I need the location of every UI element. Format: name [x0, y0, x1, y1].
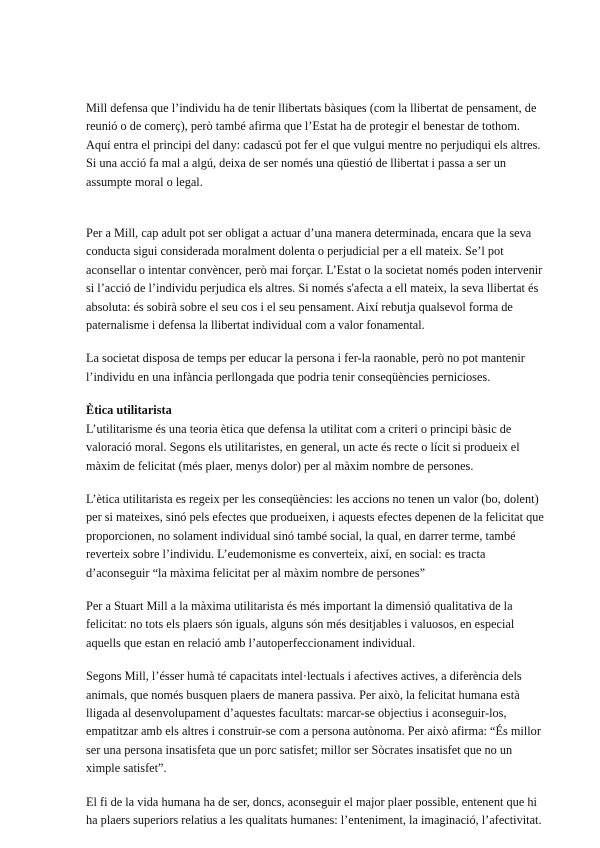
paragraph-human-capacities: Segons Mill, l’ésser humà té capacitats intel·lectuals i afectives actives, a diferència dels animals, que només busquen plaers de manera passiva. Per això, la felicitat humana està lligada al desenvolupament d’aquestes facultats: marcar-se objectius i aconseguir-los, empatitzar amb els altres i construir-se com a persona autònoma. Per això afirma: “És millor ser una persona insatisfeta que un porc satisfet; millor ser Sòcrates insatisfet que no un ximple satisfet”. [86, 669, 541, 776]
paragraph-individual-sovereignty: Per a Mill, cap adult pot ser obligat a actuar d’una manera determinada, encara que la seva conducta sigui considerada moralment dolenta o perjudicial per a ell mateix. Se’l pot aconsellar o intentar convèncer, però mai forçar. L’Estat o la societat només poden intervenir si l’acció de l’individu perjudica els altres. Si només s'afecta a ell mateix, la seva llibertat és absoluta: és sobirà sobre el seu cos i el seu pensament. Així rebutja qualsevol forma de paternalisme i defensa la llibertat individual com a valor fonamental. [86, 226, 543, 333]
paragraph-utilitarianism-definition: L’utilitarisme és una teoria ètica que defensa la utilitat com a criteri o principi bàsic de valoració moral. Segons els utilitaristes, en general, un acte és recte o lícit si produeix el màxim de felicitat (més plaer, menys dolor) per al màxim nombre de persones. [86, 421, 520, 473]
paragraph-harm-principle: Mill defensa que l’individu ha de tenir llibertats bàsiques (com la llibertat de pensament, de reunió o de comerç), però també afirma que l’Estat ha de protegir el benestar de tothom. Aquí entra el principi del dany: cadascú pot fer el que vulgui mentre no perjudiqui els altres. Si una acció fa mal a algú, deixa de ser només una qüestió de llibertat i passa a ser un assumpte moral o legal. [86, 101, 541, 189]
paragraph-qualitative-dimension: Per a Stuart Mill a la màxima utilitarista és més important la dimensió qualitativa de la felicitat: no tots els plaers són iguals, alguns són més desitjables i valuosos, en especial aquells que estan en relació amb l’autoperfeccionament individual. [86, 598, 515, 650]
paragraph-society-education: La societat disposa de temps per educar la persona i fer-la raonable, però no pot mantenir l’individu en una infància perllongada que podria tenir conseqüències pernicioses. [86, 351, 525, 384]
section-heading: Ètica utilitarista [86, 403, 172, 418]
paragraph-consequences: L’ètica utilitarista es regeix per les conseqüències: les accions no tenen un valor (bo, dolent) per si mateixes, sinó pels efectes que produeixen, i aquests efectes depenen de la felicitat que proporcionen, no solament individual sinó també social, la qual, en darrer terme, també reverteix sobre l’individu. L’eudemonisme es converteix, així, en social: es tracta d’aconseguir “la màxima felicitat per al màxim nombre de persones” [86, 491, 544, 580]
paragraph-end-of-life: El fi de la vida humana ha de ser, doncs, aconseguir el major plaer possible, entenent que hi ha plaers superiors relatius a les qualitats humanes: l’enteniment, la imaginació, l’afectivitat. [86, 794, 542, 827]
document-body [86, 99, 546, 829]
